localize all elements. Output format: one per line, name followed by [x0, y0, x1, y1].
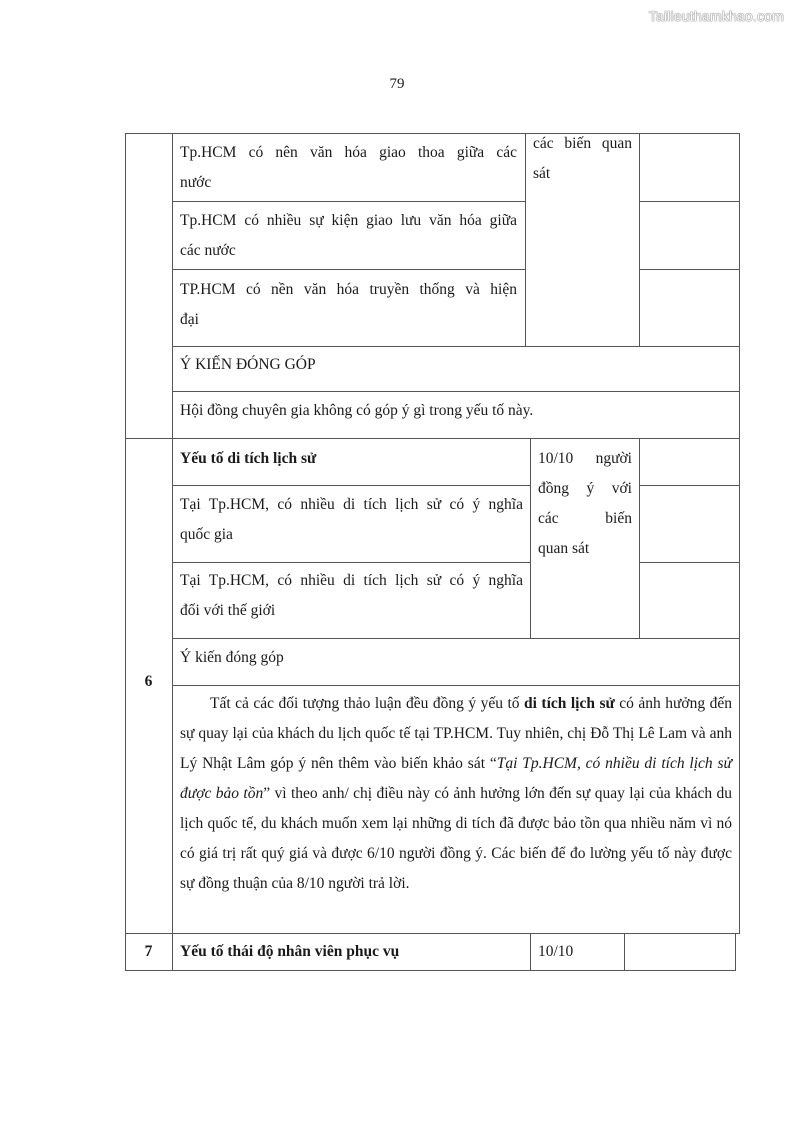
feedback-label: Ý kiến đóng góp: [180, 649, 284, 666]
variable-row-2-line1: Tại Tp.HCM, có nhiều di tích lịch sử có ý nghĩa: [180, 572, 523, 589]
section-number: 7: [144, 943, 153, 960]
agreement-text: 10/10: [538, 943, 574, 960]
page-number: 79: [389, 76, 405, 92]
variable-row-3-line2: đại: [180, 311, 199, 328]
agreement-text-line4: quan sát: [538, 540, 590, 557]
agreement-text-line1: 10/10 người: [538, 450, 632, 467]
agreement-text-line2: đồng ý với: [538, 480, 632, 497]
variable-row-1-line2: quốc gia: [180, 526, 233, 543]
agreement-text-line2: sát: [533, 165, 551, 182]
feedback-text-1: Tất cả các đối tượng thảo luận đều đồng ý yếu tố: [210, 695, 525, 712]
section-number: 6: [144, 673, 153, 690]
feedback-emphasis: di tích lịch sử: [524, 695, 615, 712]
variable-row-3-line1: TP.HCM có nền văn hóa truyền thống và hiện: [180, 281, 517, 298]
variable-row-1-line1: Tp.HCM có nên văn hóa giao thoa giữa các: [180, 144, 517, 161]
factor-title: Yếu tố di tích lịch sử: [180, 450, 317, 467]
factor-title: Yếu tố thái độ nhân viên phục vụ: [180, 943, 400, 960]
feedback-label: Ý KIẾN ĐÓNG GÓP: [180, 356, 316, 373]
variable-row-2-line1: Tp.HCM có nhiều sự kiện giao lưu văn hóa giữa: [180, 212, 517, 229]
agreement-text-line1: các biến quan: [533, 135, 632, 152]
variable-row-2-line2: đối với thế giới: [180, 602, 276, 619]
variable-row-1-line1: Tại Tp.HCM, có nhiều di tích lịch sử có ý nghĩa: [180, 496, 523, 513]
feedback-text-3: ” vì theo anh/ chị điều này có ảnh hưởng lớn đến sự quay lại của khách du lịch quốc tế, du khách muốn xem lại những di tích đã được bảo tồn qua nhiều năm vì nó có giá trị rất quý giá và được 6/10 người đồng ý. Các biến để đo lường yếu tố này được sự đồng thuận của 8/10 người trả lời.: [180, 785, 732, 892]
variable-row-2-line2: các nước: [180, 242, 236, 259]
feedback-paragraph: [180, 689, 732, 899]
feedback-text: Hội đồng chuyên gia không có góp ý gì trong yếu tố này.: [180, 402, 534, 419]
watermark: Tailieuthamkhao.com: [648, 8, 784, 24]
feedback-quote: Tại Tp.HCM, có nhiều di tích lịch sử được bảo tồn: [180, 755, 732, 802]
agreement-text-line3: các biến: [538, 510, 632, 527]
feedback-text-2: có ảnh hưởng đến sự quay lại của khách du lịch quốc tế tại TP.HCM. Tuy nhiên, chị Đỗ Thị Lê Lam và anh Lý Nhật Lâm góp ý nên thêm vào biến khảo sát “: [180, 695, 732, 772]
variable-row-1-line2: nước: [180, 174, 212, 191]
